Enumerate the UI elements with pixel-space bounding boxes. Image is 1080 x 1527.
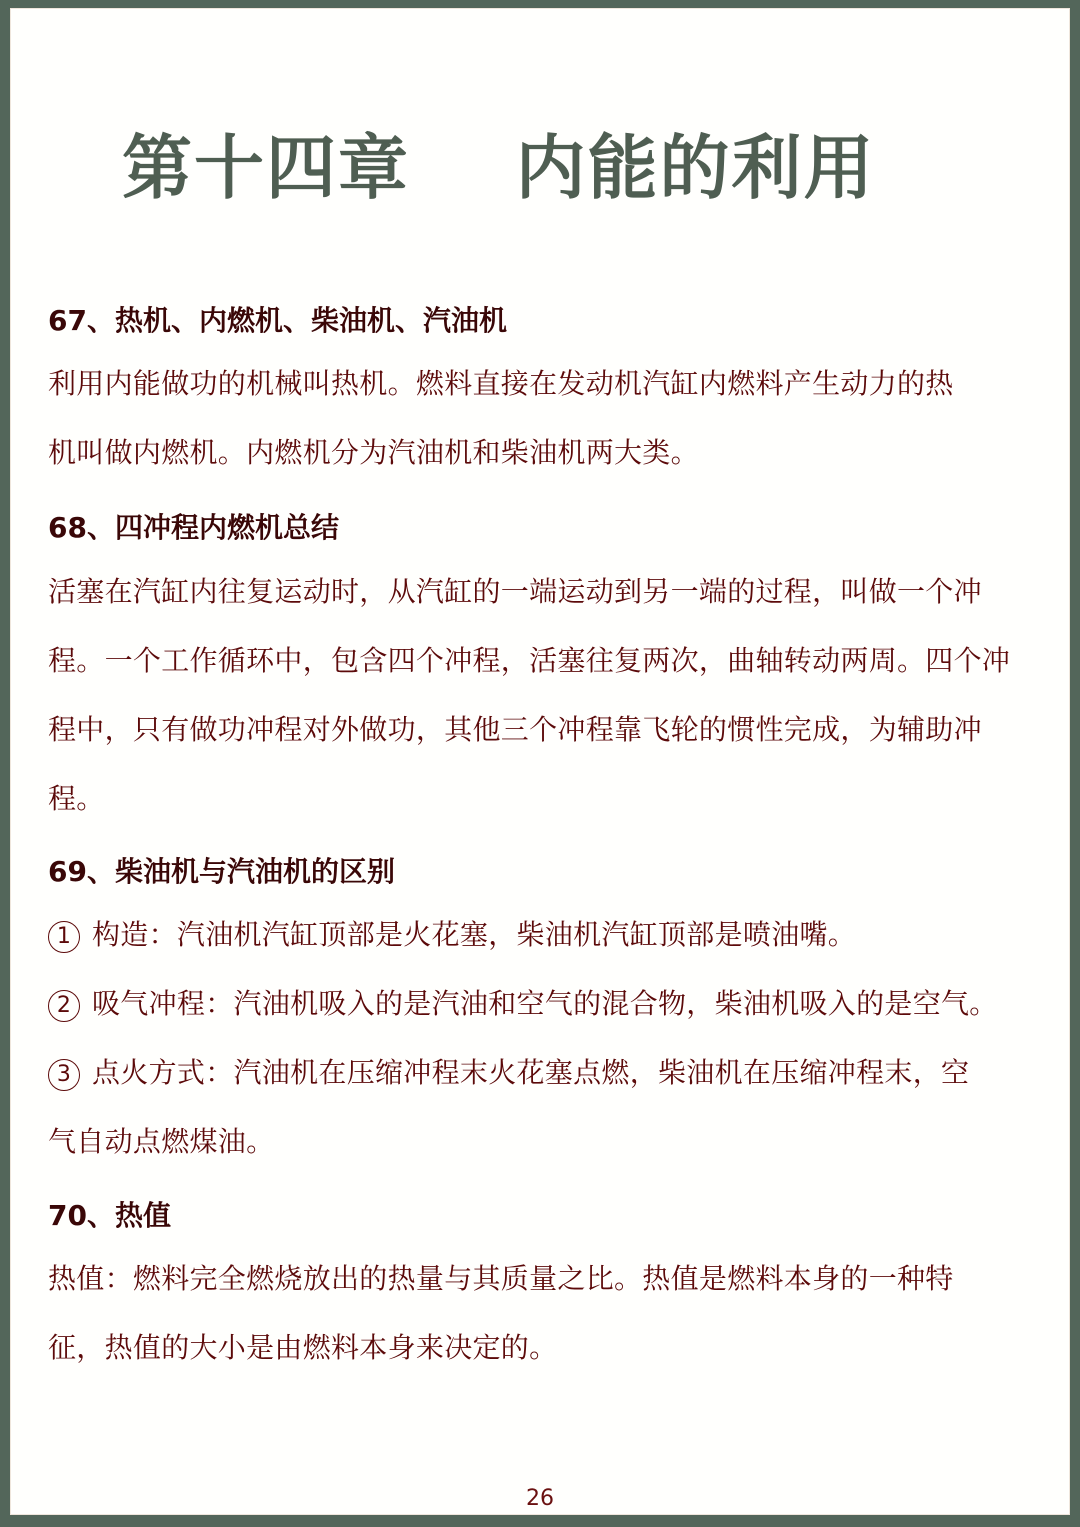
list-item-text: 点火方式：汽油机在压缩冲程末火花塞点燃，柴油机在压缩冲程末，空 xyxy=(92,1056,970,1089)
text-line: 利用内能做功的机械叫热机。燃料直接在发动机汽缸内燃料产生动力的热 xyxy=(48,367,954,400)
section-body-69 xyxy=(48,900,1058,1176)
list-item-text: 构造：汽油机汽缸顶部是火花塞，柴油机汽缸顶部是喷油嘴。 xyxy=(92,918,857,951)
text-line: 程中，只有做功冲程对外做功，其他三个冲程靠飞轮的惯性完成，为辅助冲 xyxy=(48,713,982,746)
section-body-67 xyxy=(48,349,1058,487)
section-heading-69: 69、柴油机与汽油机的区别 xyxy=(48,855,395,888)
circled-number-2-icon: 2 xyxy=(48,990,80,1022)
section-body-68 xyxy=(48,557,1058,833)
text-line: 热值：燃料完全燃烧放出的热量与其质量之比。热值是燃料本身的一种特 xyxy=(48,1262,954,1295)
list-item-2 xyxy=(48,969,1058,1038)
chapter-title: 第十四章 内能的利用 xyxy=(122,127,876,209)
text-line: 程。一个工作循环中，包含四个冲程，活塞往复两次，曲轴转动两周。四个冲 xyxy=(48,644,1011,677)
list-item-3 xyxy=(48,1038,1058,1107)
list-item-1 xyxy=(48,900,1058,969)
section-body-70 xyxy=(48,1244,1058,1382)
section-heading-68: 68、四冲程内燃机总结 xyxy=(48,511,339,544)
text-line: 气自动点燃煤油。 xyxy=(48,1125,275,1158)
section-heading-70: 70、热值 xyxy=(48,1199,171,1232)
circled-number-1-icon: 1 xyxy=(48,921,80,953)
section-heading-67: 67、热机、内燃机、柴油机、汽油机 xyxy=(48,304,507,337)
text-line: 机叫做内燃机。内燃机分为汽油机和柴油机两大类。 xyxy=(48,436,699,469)
circled-number-3-icon: 3 xyxy=(48,1059,80,1091)
list-item-text: 吸气冲程：汽油机吸入的是汽油和空气的混合物，柴油机吸入的是空气。 xyxy=(92,987,998,1020)
text-line: 征，热值的大小是由燃料本身来决定的。 xyxy=(48,1331,558,1364)
text-line: 活塞在汽缸内往复运动时，从汽缸的一端运动到另一端的过程，叫做一个冲 xyxy=(48,575,982,608)
text-line: 程。 xyxy=(48,782,105,815)
document-page xyxy=(10,8,1070,1515)
page-number: 26 xyxy=(526,1486,554,1511)
